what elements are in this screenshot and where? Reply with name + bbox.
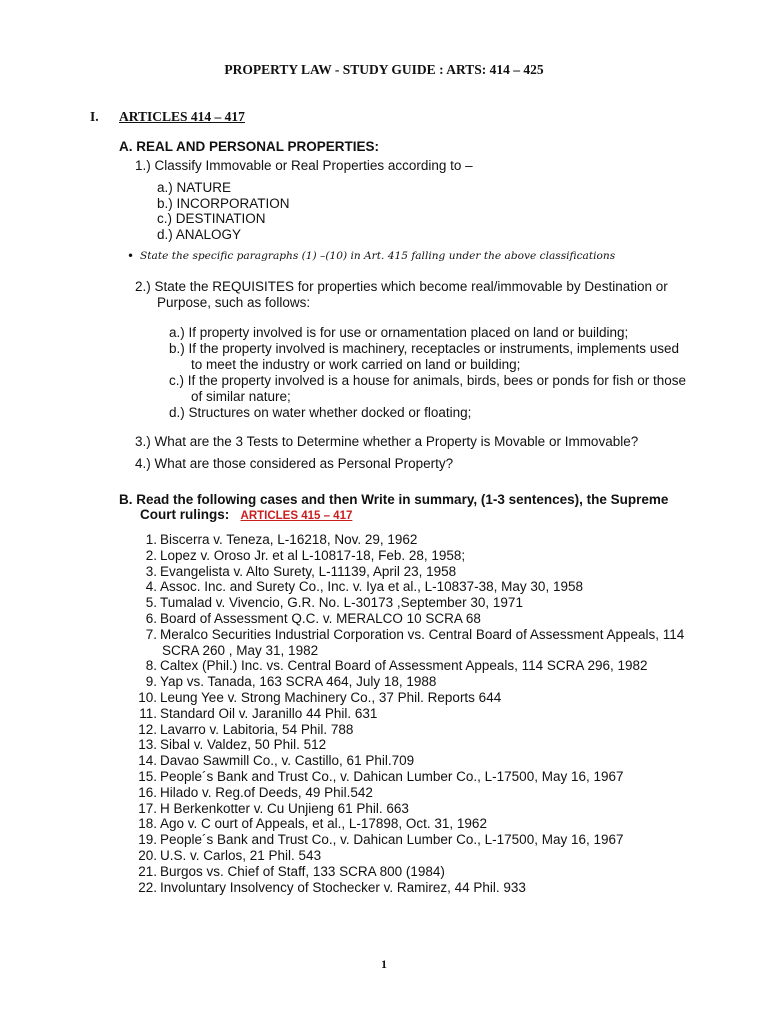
case-number: 7. bbox=[145, 626, 157, 642]
case-item bbox=[135, 864, 684, 880]
case-number: 12. bbox=[138, 721, 157, 737]
requisites-list bbox=[169, 325, 686, 420]
case-citation: Ago v. C ourt of Appeals, et al., L-17898, Oct. 31, 1962 bbox=[160, 816, 487, 832]
case-number: 6. bbox=[145, 610, 157, 626]
case-number: 9. bbox=[145, 674, 157, 690]
part-b-heading-line-1: B. Read the following cases and then Write in summary, (1-3 sentences), the Supreme bbox=[119, 492, 669, 507]
case-item bbox=[135, 785, 684, 801]
case-citation: Lopez v. Oroso Jr. et al L-10817-18, Feb. 28, 1958; bbox=[160, 547, 466, 563]
case-item bbox=[135, 753, 684, 769]
case-citation: Standard Oil v. Jaranillo 44 Phil. 631 bbox=[160, 705, 378, 721]
case-item bbox=[135, 832, 684, 848]
case-number: 22. bbox=[138, 879, 157, 895]
classification-item: c.) DESTINATION bbox=[157, 211, 266, 227]
case-item bbox=[135, 627, 684, 643]
case-item bbox=[135, 532, 684, 548]
question-4: 4.) What are those considered as Personal Property? bbox=[135, 456, 454, 471]
case-number: 4. bbox=[145, 579, 157, 595]
case-item bbox=[135, 848, 684, 864]
page-number: 1 bbox=[381, 957, 387, 971]
case-citation: H Berkenkotter v. Cu Unjieng 61 Phil. 663 bbox=[160, 800, 409, 816]
case-citation: Assoc. Inc. and Surety Co., Inc. v. Iya et al., L-10837-38, May 30, 1958 bbox=[160, 579, 583, 595]
case-number: 15. bbox=[138, 768, 157, 784]
case-number: 8. bbox=[145, 658, 157, 674]
case-number: 13. bbox=[138, 737, 157, 753]
case-citation: Board of Assessment Q.C. v. MERALCO 10 SCRA 68 bbox=[160, 610, 481, 626]
case-citation: Tumalad v. Vivencio, G.R. No. L-30173 ,September 30, 1971 bbox=[160, 595, 523, 611]
case-number: 21. bbox=[138, 863, 157, 879]
case-citation: Biscerra v. Teneza, L-16218, Nov. 29, 1962 bbox=[160, 532, 418, 547]
case-citation-cont: SCRA 260 , May 31, 1982 bbox=[162, 642, 319, 658]
case-citation: Sibal v. Valdez, 50 Phil. 512 bbox=[160, 737, 327, 753]
case-item-cont bbox=[135, 643, 684, 659]
case-item bbox=[135, 611, 684, 627]
case-citation: Meralco Securities Industrial Corporation vs. Central Board of Assessment Appeals, 114 bbox=[160, 626, 685, 642]
case-item bbox=[135, 658, 684, 674]
question-2-line-1: 2.) State the REQUISITES for properties which become real/immovable by Destination or bbox=[135, 279, 668, 294]
case-number: 19. bbox=[138, 832, 157, 848]
section-heading: ARTICLES 414 – 417 bbox=[119, 109, 245, 124]
part-b-heading-line-2 bbox=[140, 507, 352, 524]
classification-note: • State the specific paragraphs (1) –(10) in Art. 415 falling under the above classifications bbox=[140, 250, 615, 262]
case-item bbox=[135, 880, 684, 896]
case-number: 18. bbox=[138, 816, 157, 832]
question-2-line-2: Purpose, such as follows: bbox=[157, 295, 311, 310]
part-a-heading: A. REAL AND PERSONAL PROPERTIES: bbox=[119, 139, 380, 154]
case-item bbox=[135, 548, 684, 564]
case-item bbox=[135, 564, 684, 580]
section-numeral: I. bbox=[90, 109, 99, 124]
requisite-item-cont: of similar nature; bbox=[191, 388, 291, 404]
classification-item: a.) NATURE bbox=[157, 180, 232, 195]
requisite-item: b.) If the property involved is machinery, receptacles or instruments, implements used bbox=[169, 340, 679, 356]
case-citation: Yap vs. Tanada, 163 SCRA 464, July 18, 1988 bbox=[160, 674, 437, 690]
case-citation: Davao Sawmill Co., v. Castillo, 61 Phil.709 bbox=[160, 753, 415, 769]
case-item bbox=[135, 690, 684, 706]
case-citation: Burgos vs. Chief of Staff, 133 SCRA 800 (1984) bbox=[160, 863, 445, 879]
case-citation: Leung Yee v. Strong Machinery Co., 37 Phil. Reports 644 bbox=[160, 689, 502, 705]
question-3: 3.) What are the 3 Tests to Determine whether a Property is Movable or Immovable? bbox=[135, 434, 639, 449]
requisite-item: d.) Structures on water whether docked or floating; bbox=[169, 404, 472, 420]
document-title: PROPERTY LAW - STUDY GUIDE : ARTS: 414 – 425 bbox=[224, 62, 544, 77]
case-citation: Caltex (Phil.) Inc. vs. Central Board of Assessment Appeals, 114 SCRA 296, 1982 bbox=[160, 658, 648, 674]
case-number: 11. bbox=[139, 705, 157, 721]
case-number: 5. bbox=[145, 595, 157, 611]
case-number: 1. bbox=[145, 532, 157, 547]
case-citation: Evangelista v. Alto Surety, L-11139, April 23, 1958 bbox=[160, 563, 457, 579]
case-number: 14. bbox=[138, 753, 157, 769]
case-number: 20. bbox=[138, 847, 157, 863]
requisite-item: a.) If property involved is for use or ornamentation placed on land or building; bbox=[169, 325, 629, 340]
case-number: 10. bbox=[138, 689, 157, 705]
case-citation: People´s Bank and Trust Co., v. Dahican Lumber Co., L-17500, May 16, 1967 bbox=[160, 832, 624, 848]
case-item bbox=[135, 816, 684, 832]
classification-list bbox=[157, 180, 290, 243]
requisite-item: c.) If the property involved is a house for animals, birds, bees or ponds for fish or those bbox=[169, 372, 687, 388]
case-item bbox=[135, 722, 684, 738]
case-citation: U.S. v. Carlos, 21 Phil. 543 bbox=[160, 847, 322, 863]
case-item bbox=[135, 737, 684, 753]
articles-reference: ARTICLES 415 – 417 bbox=[240, 510, 353, 522]
case-item bbox=[135, 769, 684, 785]
case-item bbox=[135, 674, 684, 690]
question-1: 1.) Classify Immovable or Real Properties according to – bbox=[135, 158, 473, 173]
classification-item: b.) INCORPORATION bbox=[157, 195, 290, 211]
requisite-item-cont: to meet the industry or work carried on land or building; bbox=[191, 356, 521, 372]
case-number: 16. bbox=[138, 784, 157, 800]
case-item bbox=[135, 579, 684, 595]
classification-item: d.) ANALOGY bbox=[157, 227, 242, 243]
part-b-heading-text: Court rulings: bbox=[140, 507, 230, 522]
case-number: 17. bbox=[138, 800, 157, 816]
case-citation: Hilado v. Reg.of Deeds, 49 Phil.542 bbox=[160, 784, 373, 800]
case-citation: Involuntary Insolvency of Stochecker v. Ramirez, 44 Phil. 933 bbox=[160, 879, 526, 895]
case-item bbox=[135, 595, 684, 611]
case-item bbox=[135, 706, 684, 722]
case-item bbox=[135, 801, 684, 817]
case-number: 2. bbox=[145, 547, 157, 563]
case-citation: People´s Bank and Trust Co., v. Dahican Lumber Co., L-17500, May 16, 1967 bbox=[160, 768, 624, 784]
case-list bbox=[135, 532, 684, 895]
case-number: 3. bbox=[145, 563, 157, 579]
case-citation: Lavarro v. Labitoria, 54 Phil. 788 bbox=[160, 721, 354, 737]
